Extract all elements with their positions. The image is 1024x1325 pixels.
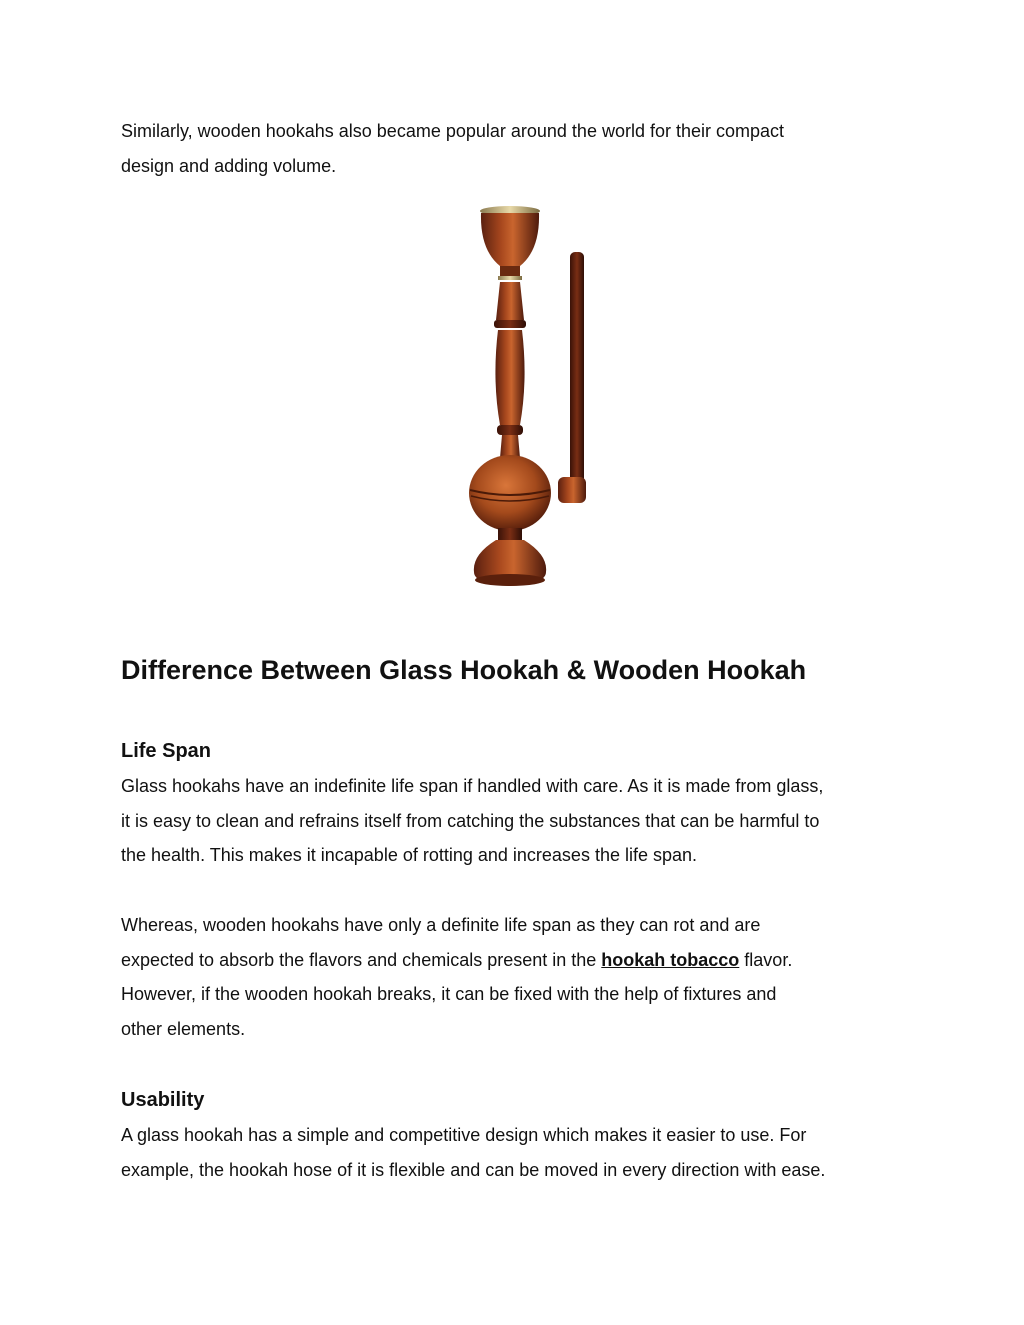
text-line: A glass hookah has a simple and competitive design which makes it easier to use. For [121, 1125, 807, 1145]
intro-paragraph [121, 114, 921, 183]
text-line: example, the hookah hose of it is flexible and can be moved in every direction with ease. [121, 1159, 826, 1180]
text-line: Glass hookahs have an indefinite life span if handled with care. As it is made from glass, [121, 776, 824, 796]
text-line: expected to absorb the flavors and chemicals present in the [121, 949, 602, 970]
text-line: flavor. [739, 949, 793, 970]
intro-line-2: design and adding volume. [121, 155, 337, 176]
life-span-title: Life Span [121, 740, 212, 762]
life-span-paragraph-2 [121, 908, 921, 1046]
text-line: However, if the wooden hookah breaks, it can be fixed with the help of fixtures and [121, 984, 777, 1004]
usability-paragraph-1 [121, 1118, 921, 1187]
intro-line-1: Similarly, wooden hookahs also became popular around the world for their compact [121, 121, 785, 141]
text-line: other elements. [121, 1018, 246, 1039]
section-heading: Difference Between Glass Hookah & Wooden Hookah [121, 655, 807, 685]
text-line: Whereas, wooden hookahs have only a definite life span as they can rot and are [121, 915, 761, 935]
usability-title: Usability [121, 1089, 205, 1111]
life-span-paragraph-1 [121, 769, 921, 873]
text-line: it is easy to clean and refrains itself from catching the substances that can be harmful to [121, 810, 820, 831]
text-line: the health. This makes it incapable of rotting and increases the life span. [121, 845, 698, 865]
wooden-hookah-photo [460, 200, 600, 595]
hookah-tobacco-link[interactable]: hookah tobacco [601, 949, 740, 970]
